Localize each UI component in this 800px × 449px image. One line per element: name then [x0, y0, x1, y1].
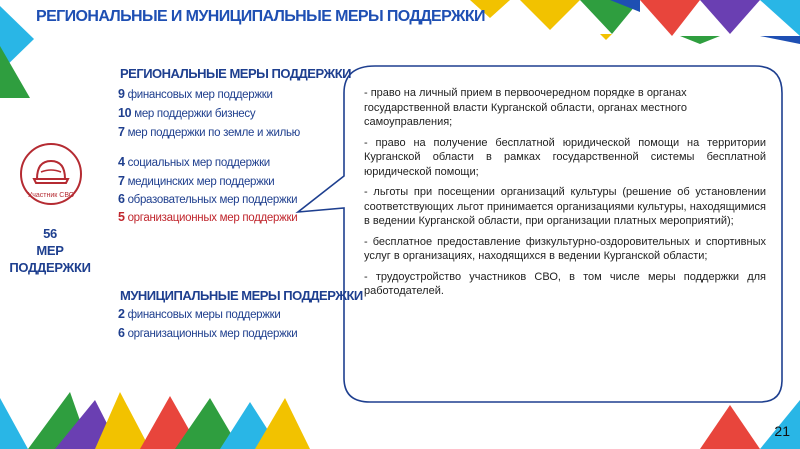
item-number: 7 [118, 174, 125, 188]
item-text: образовательных мер поддержки [127, 194, 298, 206]
bubble-item: - бесплатное предоставление физкультурно-оздоровительных и спортивных услуг в организациях, находящихся в ведении Курганской области; [364, 235, 766, 262]
item-text: социальных мер поддержки [127, 157, 270, 169]
bubble-item: - льготы при посещении организаций культуры (решение об установлении соответствующих льгот принимается организациями культуры, находящимися в ведении Курганской области, при организации платных мероприятий); [364, 186, 766, 227]
page-title: РЕГИОНАЛЬНЫЕ И МУНИЦИПАЛЬНЫЕ МЕРЫ ПОДДЕРЖКИ [36, 8, 485, 25]
item-number: 4 [118, 155, 125, 169]
municipal-item [118, 307, 281, 321]
item-number: 10 [118, 106, 132, 120]
regional-item [118, 106, 255, 120]
badge-caption: Участник СВО [27, 192, 75, 199]
total-measures [8, 225, 92, 276]
item-text: финансовых мер поддержки [127, 89, 273, 101]
bubble-item: - право на личный прием в первоочередном порядке в органах государственной власти Курганской области, органах местного самоуправления; [364, 87, 687, 128]
regional-item [118, 174, 274, 188]
item-text: организационных мер поддержки [127, 328, 298, 340]
regional-item [118, 155, 270, 169]
item-text: организационных мер поддержки [127, 212, 298, 224]
municipal-item [118, 326, 297, 340]
bubble-item: - трудоустройство участников СВО, в том числе меры поддержки для работодателей. [364, 270, 766, 297]
total-line1: МЕР [36, 243, 64, 258]
total-line2: ПОДДЕРЖКИ [9, 260, 91, 275]
bubble-content [364, 86, 766, 305]
regional-item [118, 87, 273, 101]
item-text: финансовых меры поддержки [127, 309, 281, 321]
item-text: мер поддержки бизнесу [134, 108, 256, 120]
item-number: 6 [118, 192, 125, 206]
item-number: 6 [118, 326, 125, 340]
item-text: мер поддержки по земле и жилью [127, 127, 301, 139]
total-number: 56 [43, 226, 57, 241]
regional-heading: РЕГИОНАЛЬНЫЕ МЕРЫ ПОДДЕРЖКИ [120, 66, 351, 81]
item-number: 2 [118, 307, 125, 321]
item-text: медицинских мер поддержки [127, 176, 275, 188]
regional-item [118, 125, 300, 139]
page-number: 21 [774, 423, 790, 439]
municipal-heading: МУНИЦИПАЛЬНЫЕ МЕРЫ ПОДДЕРЖКИ [120, 288, 363, 303]
item-number: 7 [118, 125, 125, 139]
bubble-item: - право на получение бесплатной юридической помощи на территории Курганской области в рамках государственной системы бесплатной юридической помощи; [364, 136, 766, 178]
regional-item [118, 192, 297, 206]
regional-item-highlight [118, 210, 297, 224]
item-number: 9 [118, 87, 125, 101]
item-number: 5 [118, 210, 125, 224]
